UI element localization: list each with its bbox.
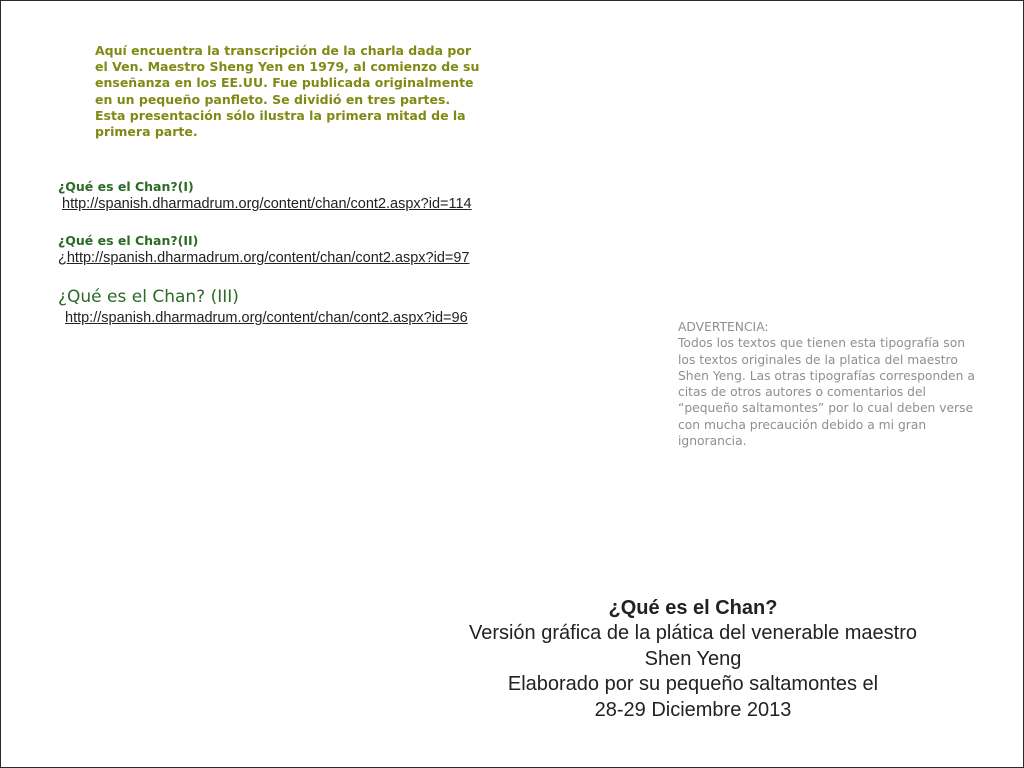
subtitle-line-2: Shen Yeng — [644, 647, 742, 670]
warning-note: ADVERTENCIA: Todos los textos que tienen esta tipografía son los textos originales de la platica del maestro Shen Yeng. Las otras tipografías corresponden a citas de otros autores o comentarios del “pequeño saltamontes” por lo cual deben verse con mucha precaución debido a mi gran ignorancia. — [678, 320, 975, 449]
subtitle-line-1: Versión gráfica de la plática del venerable maestro — [468, 622, 918, 644]
link-part-2[interactable]: http://spanish.dharmadrum.org/content/chan/cont2.aspx?id=97 — [66, 250, 470, 266]
link-part-2-prefix: ¿ — [58, 250, 67, 266]
intro-paragraph: Aquí encuentra la transcripción de la charla dada por el Ven. Maestro Sheng Yen en 1979, al comienzo de su enseñanza en los EE.UU. Fue publicada originalmente en un pequeño panfleto. Se dividió en tres partes. Esta presentación sólo ilustra la primera mitad de la primera parte. — [95, 43, 480, 140]
link-part-3[interactable]: http://spanish.dharmadrum.org/content/chan/cont2.aspx?id=96 — [65, 310, 468, 326]
section-heading-part-2: ¿Qué es el Chan?(II) — [58, 233, 199, 248]
section-heading-part-1: ¿Qué es el Chan?(I) — [58, 179, 194, 194]
link-part-1[interactable]: http://spanish.dharmadrum.org/content/chan/cont2.aspx?id=114 — [62, 196, 472, 212]
subtitle-line-4: 28-29 Diciembre 2013 — [594, 698, 792, 721]
title-block — [401, 596, 985, 723]
slide-title: ¿Qué es el Chan? — [608, 597, 778, 619]
subtitle-line-3: Elaborado por su pequeño saltamontes el — [507, 673, 879, 695]
section-heading-part-3: ¿Qué es el Chan? (III) — [58, 287, 239, 307]
link-part-2-line[interactable] — [58, 250, 470, 267]
